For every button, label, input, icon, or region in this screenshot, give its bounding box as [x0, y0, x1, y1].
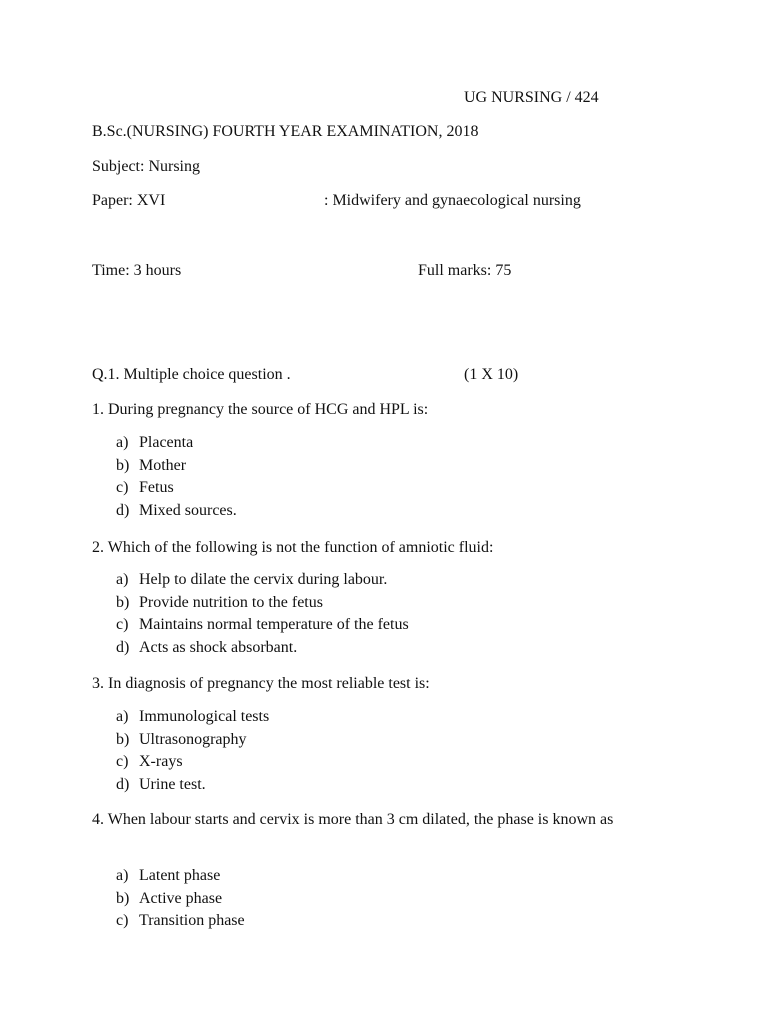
option-text: Mixed sources.	[139, 501, 237, 519]
option-text: Provide nutrition to the fetus	[139, 593, 323, 611]
option	[116, 477, 237, 500]
option-text: Fetus	[139, 479, 174, 497]
option	[116, 865, 245, 888]
section-title: Q.1. Multiple choice question .	[92, 366, 291, 383]
question-4-options	[116, 865, 245, 933]
option-letter: d)	[116, 638, 130, 656]
option	[116, 637, 409, 660]
option-letter: a)	[116, 571, 129, 588]
option-letter: c)	[116, 753, 129, 771]
option-text: X-rays	[139, 753, 183, 771]
option	[116, 432, 237, 455]
option	[116, 910, 245, 933]
option-letter: a)	[116, 434, 129, 451]
option-text: Urine test.	[139, 775, 206, 793]
option-text: Transition phase	[139, 912, 245, 930]
option	[116, 614, 409, 637]
option-letter: b)	[116, 593, 130, 611]
option-text: Maintains normal temperature of the fetus	[139, 616, 409, 634]
question-2: 2. Which of the following is not the function of amniotic fluid:	[92, 539, 494, 556]
question-3: 3. In diagnosis of pregnancy the most reliable test is:	[92, 675, 430, 692]
option-text: Latent phase	[139, 867, 221, 884]
option-letter: d)	[116, 501, 130, 519]
option	[116, 455, 237, 478]
option-text: Mother	[139, 456, 187, 474]
subject-line: Subject: Nursing	[92, 158, 200, 175]
option-text: Placenta	[139, 434, 194, 451]
option-letter: c)	[116, 479, 129, 497]
option	[116, 751, 269, 774]
option	[116, 888, 245, 911]
paper-number: Paper: XVI	[92, 192, 166, 209]
option-text: Acts as shock absorbant.	[139, 638, 298, 656]
paper-title: : Midwifery and gynaecological nursing	[324, 192, 581, 209]
exam-title: B.Sc.(NURSING) FOURTH YEAR EXAMINATION, 2018	[92, 123, 479, 140]
option	[116, 569, 409, 592]
option-letter: b)	[116, 889, 130, 907]
option	[116, 729, 269, 752]
full-marks: Full marks: 75	[418, 262, 512, 279]
option-text: Ultrasonography	[139, 730, 247, 748]
option	[116, 706, 269, 729]
option-letter: a)	[116, 867, 129, 884]
section-marks: (1 X 10)	[464, 366, 519, 383]
option	[116, 774, 269, 797]
option-letter: b)	[116, 730, 130, 748]
time-allowed: Time: 3 hours	[92, 262, 182, 279]
option	[116, 592, 409, 615]
question-4: 4. When labour starts and cervix is more than 3 cm dilated, the phase is known as	[92, 811, 614, 828]
option-text: Help to dilate the cervix during labour.	[139, 571, 388, 588]
paper-code: UG NURSING / 424	[464, 89, 599, 106]
option-letter: a)	[116, 708, 129, 725]
option-letter: c)	[116, 912, 129, 930]
question-2-options	[116, 569, 409, 659]
option-text: Active phase	[139, 889, 223, 907]
option	[116, 500, 237, 523]
option-letter: c)	[116, 616, 129, 634]
question-1-options	[116, 432, 237, 522]
question-3-options	[116, 706, 269, 796]
question-1: 1. During pregnancy the source of HCG and HPL is:	[92, 401, 429, 418]
option-letter: d)	[116, 775, 130, 793]
option-text: Immunological tests	[139, 708, 270, 725]
option-letter: b)	[116, 456, 130, 474]
